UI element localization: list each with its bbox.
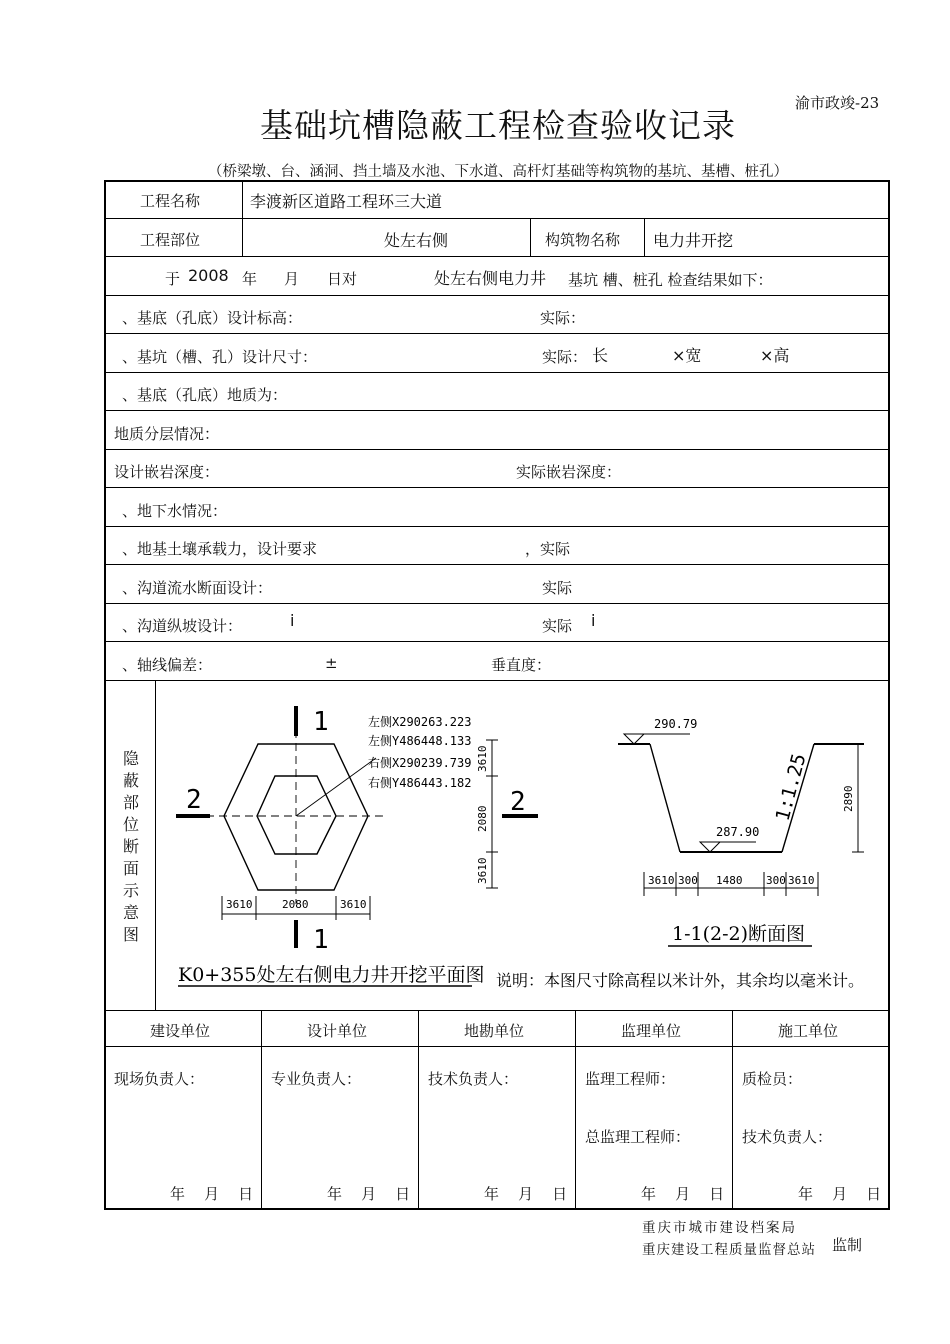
date-contractor: 年 月 日 [798, 1185, 882, 1203]
row-divider [104, 410, 890, 411]
row-divider [104, 372, 890, 373]
role-supervising-engineer: 监理工程师： [585, 1070, 676, 1088]
slope-actual-i: i [591, 611, 596, 630]
form-code: 渝市政竣-23 [795, 94, 880, 112]
slope-actual: 实际 [542, 617, 573, 635]
col-design-unit: 设计单位 [307, 1022, 368, 1040]
col-divider [732, 1010, 733, 1210]
role-quality-inspector: 质检员： [742, 1070, 803, 1088]
axis-deviation-label: 、轴线偏差： [122, 656, 213, 674]
flow-section-actual: 实际 [542, 579, 573, 597]
bearing-capacity-label: 、地基土壤承载力，设计要求 [122, 540, 318, 558]
footer-quality-station: 重庆建设工程质量监督总站 [642, 1242, 816, 1258]
role-contractor-technical-lead: 技术负责人： [742, 1128, 833, 1146]
verticality-label: 垂直度： [491, 656, 552, 674]
plan-dim-h-1: 3610 [226, 898, 253, 911]
project-part-label: 工程部位 [140, 231, 201, 249]
col-supervision-unit: 监理单位 [621, 1022, 682, 1040]
row-divider [104, 218, 890, 219]
row-divider [104, 526, 890, 527]
rock-depth-actual: 实际嵌岩深度： [516, 463, 622, 481]
section-title: 1-1(2-2)断面图 [672, 923, 806, 945]
section-dim-4: 300 [766, 874, 786, 887]
structure-name-value: 电力井开挖 [653, 231, 734, 250]
section-top-elev: 290.79 [654, 717, 698, 731]
plan-dim-v-2: 2080 [476, 805, 489, 832]
date-supervision: 年 月 日 [641, 1185, 725, 1203]
check-year-value: 2008 [188, 266, 229, 285]
coord-right-y: 右侧Y486443.182 [368, 776, 472, 790]
axis-deviation-pm: ± [325, 654, 338, 672]
role-professional-lead: 专业负责人： [271, 1070, 362, 1088]
role-chief-supervising-engineer: 总监理工程师： [585, 1128, 691, 1146]
pit-width: ×宽 [672, 346, 702, 365]
slope-label: 、沟道纵坡设计： [122, 617, 243, 635]
outer-octagon [224, 744, 368, 890]
role-technical-lead: 技术负责人： [428, 1070, 519, 1088]
date-construction: 年 月 日 [170, 1185, 254, 1203]
check-day-label: 日对 [327, 270, 358, 288]
row-divider [104, 487, 890, 488]
structure-name-label: 构筑物名称 [545, 231, 621, 249]
coord-right-x: 右侧X290239.739 [368, 756, 472, 770]
row-divider [104, 449, 890, 450]
pit-size-actual: 实际： [542, 348, 588, 366]
project-part-value: 处左右侧 [384, 231, 449, 250]
row-divider [104, 256, 890, 257]
flow-section-label: 、沟道流水断面设计： [122, 579, 273, 597]
col-contractor-unit: 施工单位 [778, 1022, 839, 1040]
base-elevation-label: 、基底（孔底）设计标高： [122, 309, 303, 327]
col-divider [418, 1010, 419, 1210]
role-site-manager: 现场负责人： [114, 1070, 205, 1088]
drawing-note: 说明：本图尺寸除高程以米计外，其余均以毫米计。 [496, 971, 865, 990]
rock-depth-label: 设计嵌岩深度： [114, 463, 220, 481]
section-mark-2-right: 2 [510, 787, 526, 817]
check-target: 处左右侧电力井 [434, 269, 547, 288]
coord-left-x: 左侧X290263.223 [368, 715, 472, 729]
date-survey: 年 月 日 [484, 1185, 568, 1203]
page-title: 基础坑槽隐蔽工程检查验收记录 [260, 106, 736, 145]
geology-layer-label: 地质分层情况： [114, 425, 220, 443]
drawing-side-label: 隐 蔽 部 位 断 面 示 意 图 [122, 749, 139, 944]
pit-height: ×高 [760, 346, 790, 365]
section-mark-2-left: 2 [186, 785, 202, 815]
row-divider [104, 1046, 890, 1047]
check-yu: 于 [165, 270, 181, 288]
section-mark-1-bottom: 1 [313, 925, 329, 955]
plan-dim-v-3: 3610 [476, 857, 489, 884]
pit-length: 长 [592, 346, 609, 365]
bearing-capacity-actual: ，实际 [525, 540, 571, 558]
base-elevation-actual: 实际： [540, 309, 586, 327]
col-divider [261, 1010, 262, 1210]
row-divider [104, 295, 890, 296]
section-mark-1-top: 1 [313, 707, 329, 737]
col-construction-unit: 建设单位 [150, 1022, 211, 1040]
col-divider [644, 218, 645, 256]
section-height: 2890 [842, 785, 855, 812]
col-divider [575, 1010, 576, 1210]
plan-dim-h-3: 3610 [340, 898, 367, 911]
date-design: 年 月 日 [327, 1185, 411, 1203]
plan-dim-v-1: 3610 [476, 745, 489, 772]
groundwater-label: 、地下水情况： [122, 502, 228, 520]
row-divider [104, 603, 890, 604]
col-divider [530, 218, 531, 256]
check-month-label: 月 [284, 270, 300, 288]
row-divider [104, 641, 890, 642]
section-dim-1: 3610 [648, 874, 675, 887]
base-geology-label: 、基底（孔底）地质为： [122, 386, 288, 404]
footer-archive-bureau: 重庆市城市建设档案局 [642, 1220, 797, 1236]
col-divider [242, 180, 243, 256]
section-dim-3: 1480 [716, 874, 743, 887]
plan-dim-h-2: 2080 [282, 898, 309, 911]
section-drawing [156, 681, 888, 1009]
section-dim-5: 3610 [788, 874, 815, 887]
page-subtitle: （桥梁墩、台、涵洞、挡土墙及水池、下水道、高杆灯基础等构筑物的基坑、基槽、桩孔） [208, 164, 788, 180]
check-year-label: 年 [242, 270, 258, 288]
plan-title: K0+355处左右侧电力井开挖平面图 [178, 964, 485, 986]
footer-supervised: 监制 [832, 1236, 863, 1254]
project-name-value: 李渡新区道路工程环三大道 [250, 192, 443, 211]
coord-left-y: 左侧Y486448.133 [368, 734, 472, 748]
check-tail: 基坑 槽、桩孔 检查结果如下： [568, 271, 773, 289]
row-divider [104, 564, 890, 565]
inner-octagon [257, 776, 336, 854]
section-slope: 1:1.25 [771, 751, 811, 824]
col-survey-unit: 地勘单位 [464, 1022, 525, 1040]
pit-size-label: 、基坑（槽、孔）设计尺寸： [122, 348, 318, 366]
section-bottom-elev: 287.90 [716, 825, 760, 839]
section-dim-2: 300 [678, 874, 698, 887]
row-divider [104, 1010, 890, 1011]
project-name-label: 工程名称 [140, 192, 201, 210]
row-divider [104, 333, 890, 334]
slope-design-i: i [290, 611, 295, 630]
